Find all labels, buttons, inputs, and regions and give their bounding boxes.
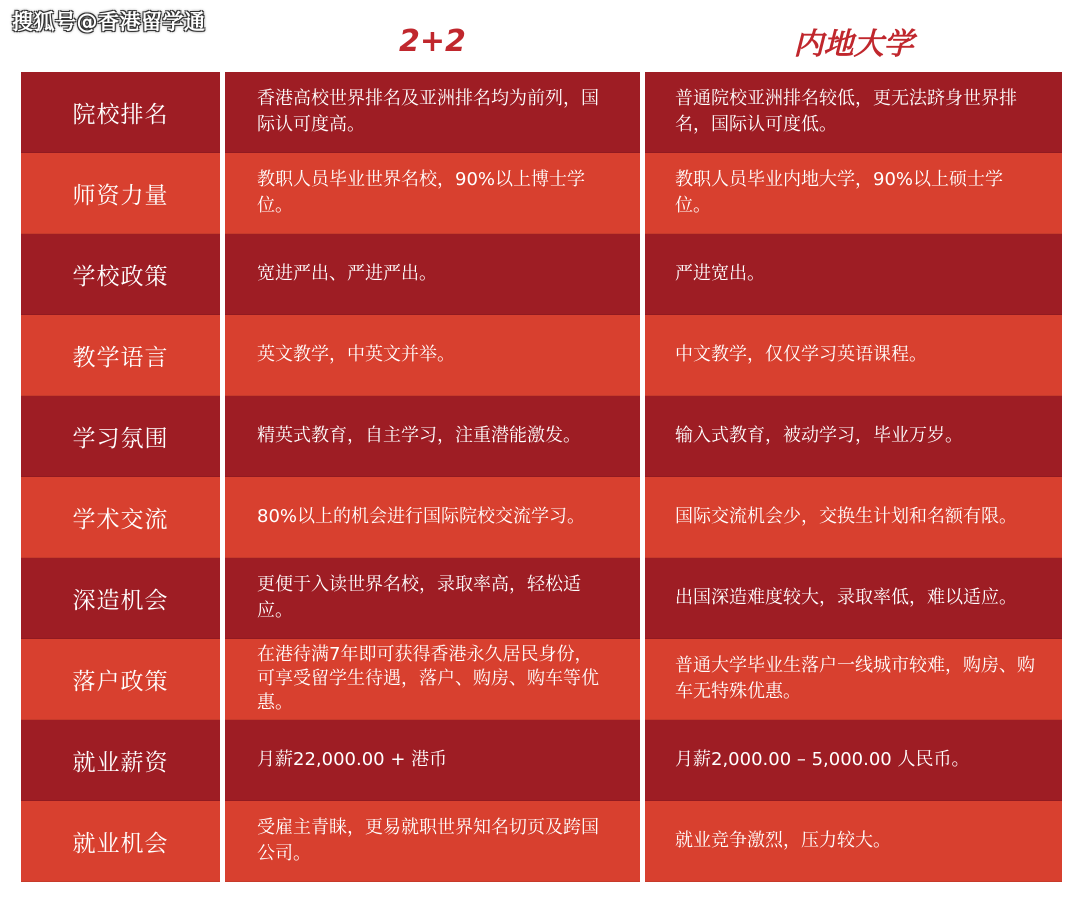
row-label: 深造机会 <box>21 558 220 639</box>
row-label: 学习氛围 <box>21 396 220 477</box>
left-cell: 宽进严出、严进严出。 <box>225 234 640 315</box>
left-cell: 受雇主青睐，更易就职世界知名切页及跨国公司。 <box>225 801 640 882</box>
row-label: 就业机会 <box>21 801 220 882</box>
left-cell: 英文教学，中英文并举。 <box>225 315 640 396</box>
row-label: 教学语言 <box>21 315 220 396</box>
row-label: 学术交流 <box>21 477 220 558</box>
right-cell: 国际交流机会少，交换生计划和名额有限。 <box>645 477 1062 558</box>
column-header-mainland-university: 内地大学 <box>793 27 914 62</box>
left-cell: 80%以上的机会进行国际院校交流学习。 <box>225 477 640 558</box>
right-cell: 教职人员毕业内地大学，90%以上硕士学位。 <box>645 153 1062 234</box>
right-cell: 就业竞争激烈，压力较大。 <box>645 801 1062 882</box>
comparison-table <box>21 72 1062 882</box>
left-cell: 香港高校世界排名及亚洲排名均为前列，国际认可度高。 <box>225 72 640 153</box>
watermark-text: 搜狐号@香港留学通 <box>12 10 206 34</box>
left-cell: 更便于入读世界名校，录取率高，轻松适应。 <box>225 558 640 639</box>
left-cell: 在港待满7年即可获得香港永久居民身份，可享受留学生待遇，落户、购房、购车等优惠。 <box>225 639 640 720</box>
right-cell: 普通院校亚洲排名较低，更无法跻身世界排名，国际认可度低。 <box>645 72 1062 153</box>
right-cell: 出国深造难度较大，录取率低，难以适应。 <box>645 558 1062 639</box>
left-cell: 教职人员毕业世界名校，90%以上博士学位。 <box>225 153 640 234</box>
left-cell: 月薪22,000.00 + 港币 <box>225 720 640 801</box>
right-cell: 严进宽出。 <box>645 234 1062 315</box>
right-cell: 输入式教育，被动学习，毕业万岁。 <box>645 396 1062 477</box>
row-label: 落户政策 <box>21 639 220 720</box>
row-label: 就业薪资 <box>21 720 220 801</box>
left-cell: 精英式教育，自主学习，注重潜能激发。 <box>225 396 640 477</box>
right-cell: 普通大学毕业生落户一线城市较难，购房、购车无特殊优惠。 <box>645 639 1062 720</box>
row-label: 师资力量 <box>21 153 220 234</box>
right-cell: 中文教学，仅仅学习英语课程。 <box>645 315 1062 396</box>
row-label: 院校排名 <box>21 72 220 153</box>
right-cell: 月薪2,000.00 – 5,000.00 人民币。 <box>645 720 1062 801</box>
row-label: 学校政策 <box>21 234 220 315</box>
column-header-2plus2: 2+2 <box>399 23 466 59</box>
